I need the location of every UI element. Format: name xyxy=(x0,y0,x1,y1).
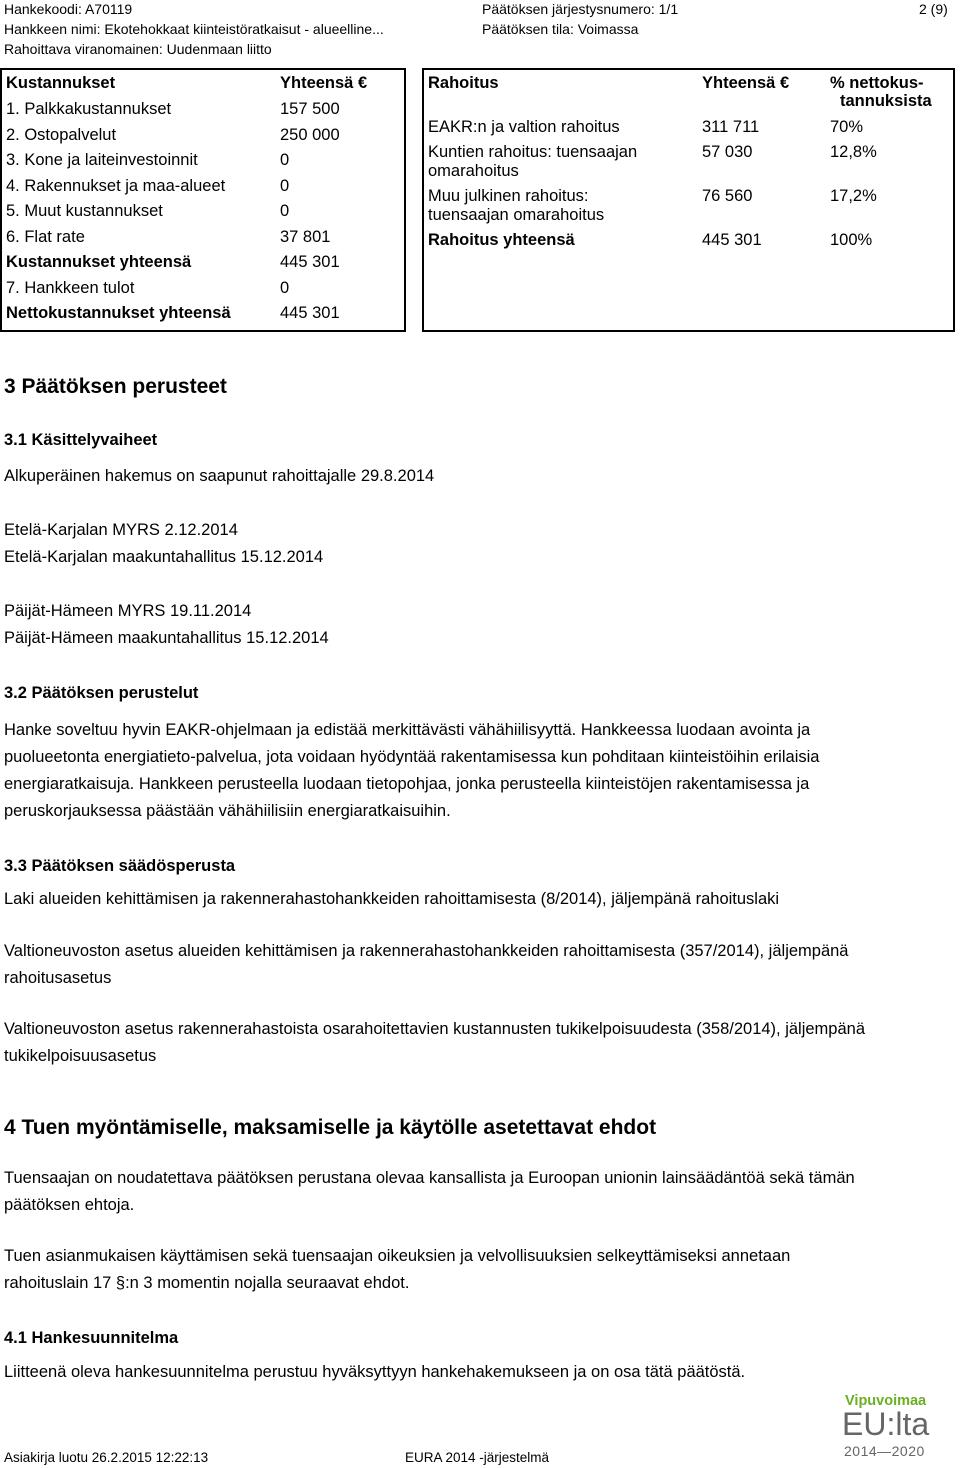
project-plan-text: Liitteenä oleva hankesuunnitelma perustuu hyväksyttyyn hankehakemukseen ja on osa tätä päätöstä. xyxy=(4,1363,746,1381)
justification-line: puolueetonta energiatieto-palvelua, jota voidaan hyödyntää rakentamisessa kun pohditaan kiinteistöihin erilaisia xyxy=(4,748,820,766)
project-name: Hankkeen nimi: Ekotehokkaat kiinteistöratkaisut - alueelline... xyxy=(4,21,384,37)
cost-row-label: 2. Ostopalvelut xyxy=(6,126,117,144)
cost-row-value: 0 xyxy=(280,151,290,169)
section-4-1-title: 4.1 Hankesuunnitelma xyxy=(4,1329,179,1347)
funding-row-pct: 17,2% xyxy=(830,187,877,205)
funding-row-value: 76 560 xyxy=(702,187,753,205)
funding-head-total: Yhteensä € xyxy=(702,74,790,92)
funding-total-label: Rahoitus yhteensä xyxy=(428,231,575,249)
cost-row-value: 0 xyxy=(280,202,290,220)
funding-total-value: 445 301 xyxy=(702,231,762,249)
legal-basis: Laki alueiden kehittämisen ja rakennerahastohankkeiden rahoittamisesta (8/2014), jäljempänä rahoituslaki xyxy=(4,890,780,908)
funding-row-label-cont: omarahoitus xyxy=(428,162,519,180)
cost-row-value: 0 xyxy=(280,279,290,297)
processing-step: Päijät-Hämeen MYRS 19.11.2014 xyxy=(4,602,252,620)
decision-status: Päätöksen tila: Voimassa xyxy=(482,21,639,37)
funding-row-label: EAKR:n ja valtion rahoitus xyxy=(428,118,620,136)
conditions-paragraph: Tuensaajan on noudatettava päätöksen perustana olevaa kansallista ja Euroopan unionin lainsäädäntöä sekä tämän xyxy=(4,1169,855,1187)
cost-row-value: 0 xyxy=(280,177,290,195)
funding-authority: Rahoittava viranomainen: Uudenmaan liitto xyxy=(4,41,272,57)
justification-line: Hanke soveltuu hyvin EAKR-ohjelmaan ja edistää merkittävästi vähähiilisyyttä. Hankkeessa luodaan avointa ja xyxy=(4,721,811,739)
section-4-title: 4 Tuen myöntämiselle, maksamiselle ja käytölle asetettavat ehdot xyxy=(4,1116,657,1139)
section-3-3-title: 3.3 Päätöksen säädösperusta xyxy=(4,857,236,875)
processing-step: Alkuperäinen hakemus on saapunut rahoittajalle 29.8.2014 xyxy=(4,467,435,485)
vipuvoimaa-logo xyxy=(842,1393,952,1463)
cost-row-value: 445 301 xyxy=(280,253,340,271)
decision-sequence: Päätöksen järjestysnumero: 1/1 xyxy=(482,1,679,17)
legal-basis: Valtioneuvoston asetus alueiden kehittämisen ja rakennerahastohankkeiden rahoittamisesta (357/2014), jäljempänä xyxy=(4,942,849,960)
section-3-title: 3 Päätöksen perusteet xyxy=(4,375,227,398)
cost-row-label: 7. Hankkeen tulot xyxy=(6,279,135,297)
conditions-paragraph-cont: rahoituslain 17 §:n 3 momentin nojalla seuraavat ehdot. xyxy=(4,1274,410,1292)
section-3-1-title: 3.1 Käsittelyvaiheet xyxy=(4,431,158,449)
page-number: 2 (9) xyxy=(919,1,948,17)
legal-basis-cont: rahoitusasetus xyxy=(4,969,112,987)
funding-row-pct: 12,8% xyxy=(830,143,877,161)
funding-row-label-cont: tuensaajan omarahoitus xyxy=(428,206,605,224)
cost-row-label: Nettokustannukset yhteensä xyxy=(6,304,231,322)
cost-row-label: 3. Kone ja laiteinvestoinnit xyxy=(6,151,198,169)
project-code: Hankekoodi: A70119 xyxy=(4,1,133,17)
logo-period: 2014—2020 xyxy=(844,1443,925,1459)
section-3-2-title: 3.2 Päätöksen perustelut xyxy=(4,684,199,702)
cost-row-value: 250 000 xyxy=(280,126,340,144)
legal-basis-cont: tukikelpoisuusasetus xyxy=(4,1047,157,1065)
funding-row-label: Kuntien rahoitus: tuensaajan xyxy=(428,143,638,161)
funding-row-value: 311 711 xyxy=(702,118,760,136)
funding-head-label: Rahoitus xyxy=(428,74,499,92)
funding-head-pct-2: tannuksista xyxy=(840,92,932,110)
system-name: EURA 2014 -järjestelmä xyxy=(405,1450,550,1465)
cost-row-label: 5. Muut kustannukset xyxy=(6,202,163,220)
cost-row-label: 1. Palkkakustannukset xyxy=(6,100,172,118)
logo-tagline: Vipuvoimaa xyxy=(845,1393,927,1409)
funding-row-label: Muu julkinen rahoitus: xyxy=(428,187,589,205)
processing-step: Päijät-Hämeen maakuntahallitus 15.12.2014 xyxy=(4,629,329,647)
cost-row-label: 4. Rakennukset ja maa-alueet xyxy=(6,177,226,195)
cost-row-label: 6. Flat rate xyxy=(6,228,85,246)
processing-step: Etelä-Karjalan MYRS 2.12.2014 xyxy=(4,521,238,539)
costs-head-label: Kustannukset xyxy=(6,74,116,92)
cost-row-label: Kustannukset yhteensä xyxy=(6,253,192,271)
justification-line: energiaratkaisuja. Hankkeen perusteella luodaan tietopohjaa, jonka perusteella kiinteistöjen rakentamisessa ja xyxy=(4,775,810,793)
document-created: Asiakirja luotu 26.2.2015 12:22:13 xyxy=(4,1450,209,1465)
logo-eu-lettering: EU:lta xyxy=(842,1406,930,1442)
conditions-paragraph: Tuen asianmukaisen käyttämisen sekä tuensaajan oikeuksien ja velvollisuuksien selkeyttämiseksi annetaan xyxy=(4,1247,791,1265)
costs-head-total: Yhteensä € xyxy=(280,74,368,92)
cost-row-value: 157 500 xyxy=(280,100,340,118)
legal-basis: Valtioneuvoston asetus rakennerahastoista osarahoitettavien kustannusten tukikelpoisuudesta (358/2014), jäljempänä xyxy=(4,1020,866,1038)
cost-row-value: 37 801 xyxy=(280,228,331,246)
funding-total-pct: 100% xyxy=(830,231,873,249)
justification-line: peruskorjauksessa päästään vähähiilisiin energiaratkaisuihin. xyxy=(4,802,451,820)
conditions-paragraph-cont: päätöksen ehtoja. xyxy=(4,1196,135,1214)
funding-row-pct: 70% xyxy=(830,118,864,136)
processing-step: Etelä-Karjalan maakuntahallitus 15.12.2014 xyxy=(4,548,324,566)
funding-row-value: 57 030 xyxy=(702,143,753,161)
funding-head-pct-1: % nettokus- xyxy=(830,74,924,92)
cost-row-value: 445 301 xyxy=(280,304,340,322)
